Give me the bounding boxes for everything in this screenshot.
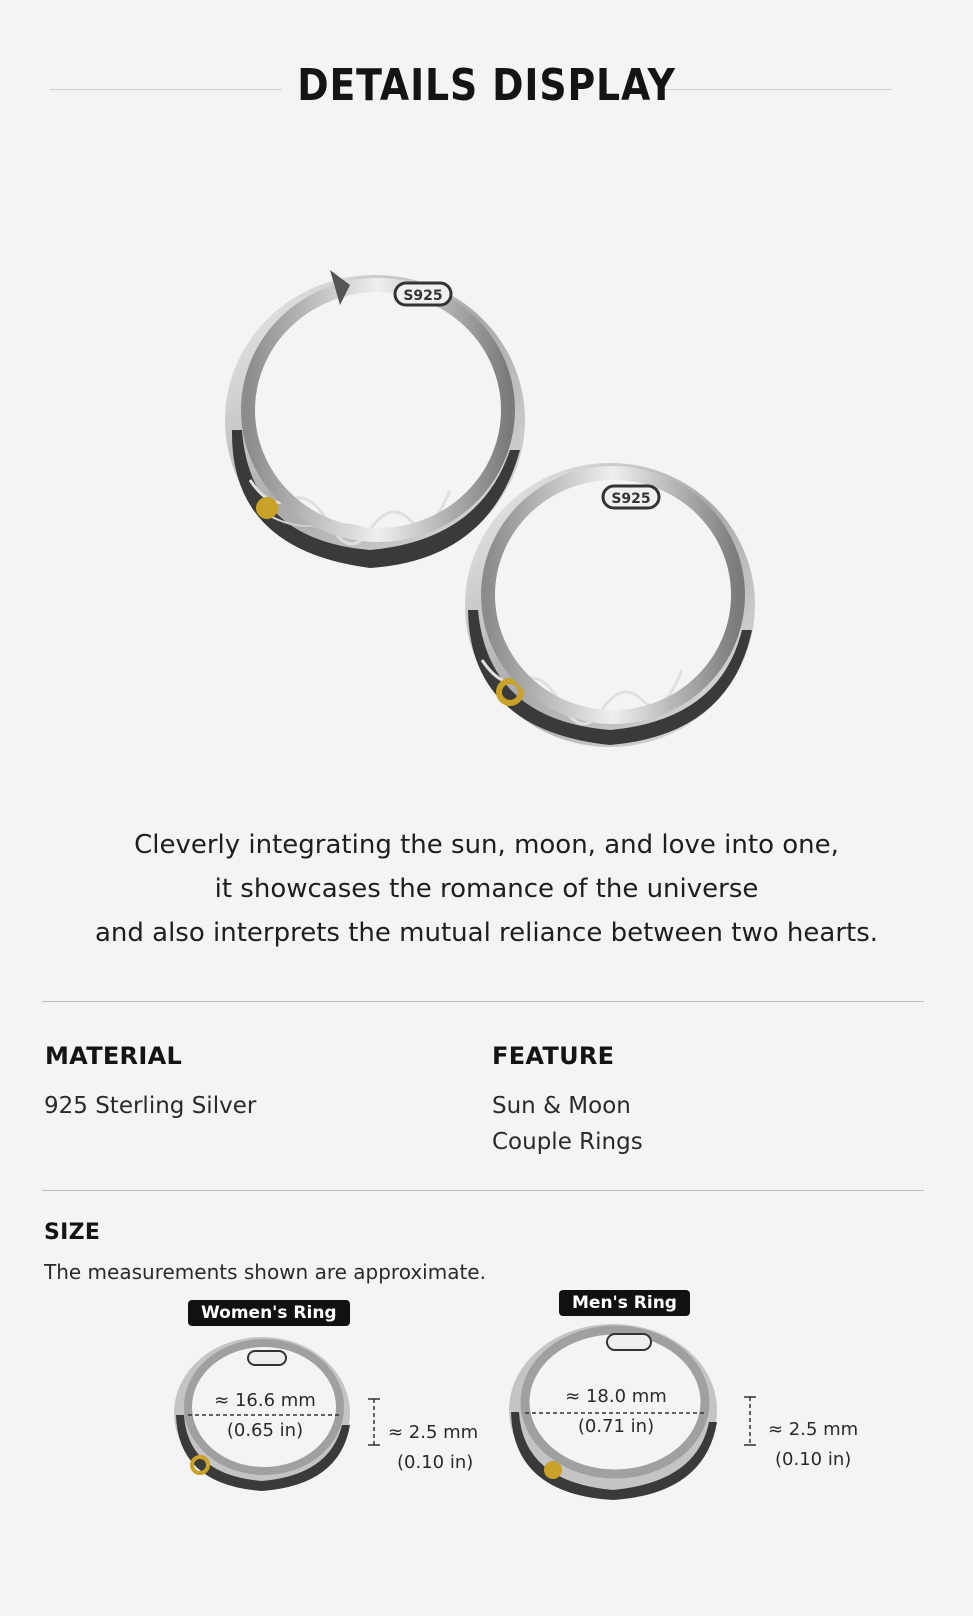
womens-width-bracket xyxy=(366,1398,382,1446)
mens-ring-badge: Men's Ring xyxy=(559,1290,690,1316)
size-label: SIZE xyxy=(44,1220,101,1245)
divider-top xyxy=(42,1001,924,1002)
svg-text:S925: S925 xyxy=(611,491,651,507)
womens-width-mm: ≈ 2.5 mm xyxy=(388,1422,479,1443)
mens-width-in: (0.10 in) xyxy=(775,1449,852,1470)
mens-ring-large xyxy=(225,270,525,568)
feature-value-line-2: Couple Rings xyxy=(492,1129,643,1155)
mens-ring-diagram xyxy=(505,1322,725,1502)
womens-diameter-in: (0.65 in) xyxy=(226,1420,304,1441)
mens-diameter-in: (0.71 in) xyxy=(577,1416,655,1437)
womens-ring-badge: Women's Ring xyxy=(188,1300,350,1326)
material-value: 925 Sterling Silver xyxy=(44,1093,257,1119)
description-line-3: and also interprets the mutual reliance between two hearts. xyxy=(94,918,879,948)
couple-rings-image xyxy=(220,250,780,780)
svg-text:S925: S925 xyxy=(403,288,443,304)
womens-diameter-mm: ≈ 16.6 mm xyxy=(214,1390,316,1411)
material-label: MATERIAL xyxy=(45,1042,183,1070)
page-title: DETAILS DISPLAY xyxy=(297,60,676,111)
womens-ring-small xyxy=(465,463,755,747)
mens-width-mm: ≈ 2.5 mm xyxy=(768,1419,859,1440)
description-line-1: Cleverly integrating the sun, moon, and love into one, xyxy=(134,830,839,860)
mens-width-bracket xyxy=(742,1396,758,1446)
feature-value-line-1: Sun & Moon xyxy=(492,1093,631,1119)
divider-bottom xyxy=(42,1190,924,1191)
description-line-2: it showcases the romance of the universe xyxy=(214,874,759,904)
womens-ring-diagram xyxy=(170,1335,360,1495)
size-note: The measurements shown are approximate. xyxy=(44,1260,486,1284)
feature-label: FEATURE xyxy=(492,1042,615,1070)
mens-diameter-mm: ≈ 18.0 mm xyxy=(565,1386,667,1407)
womens-width-in: (0.10 in) xyxy=(397,1452,474,1473)
